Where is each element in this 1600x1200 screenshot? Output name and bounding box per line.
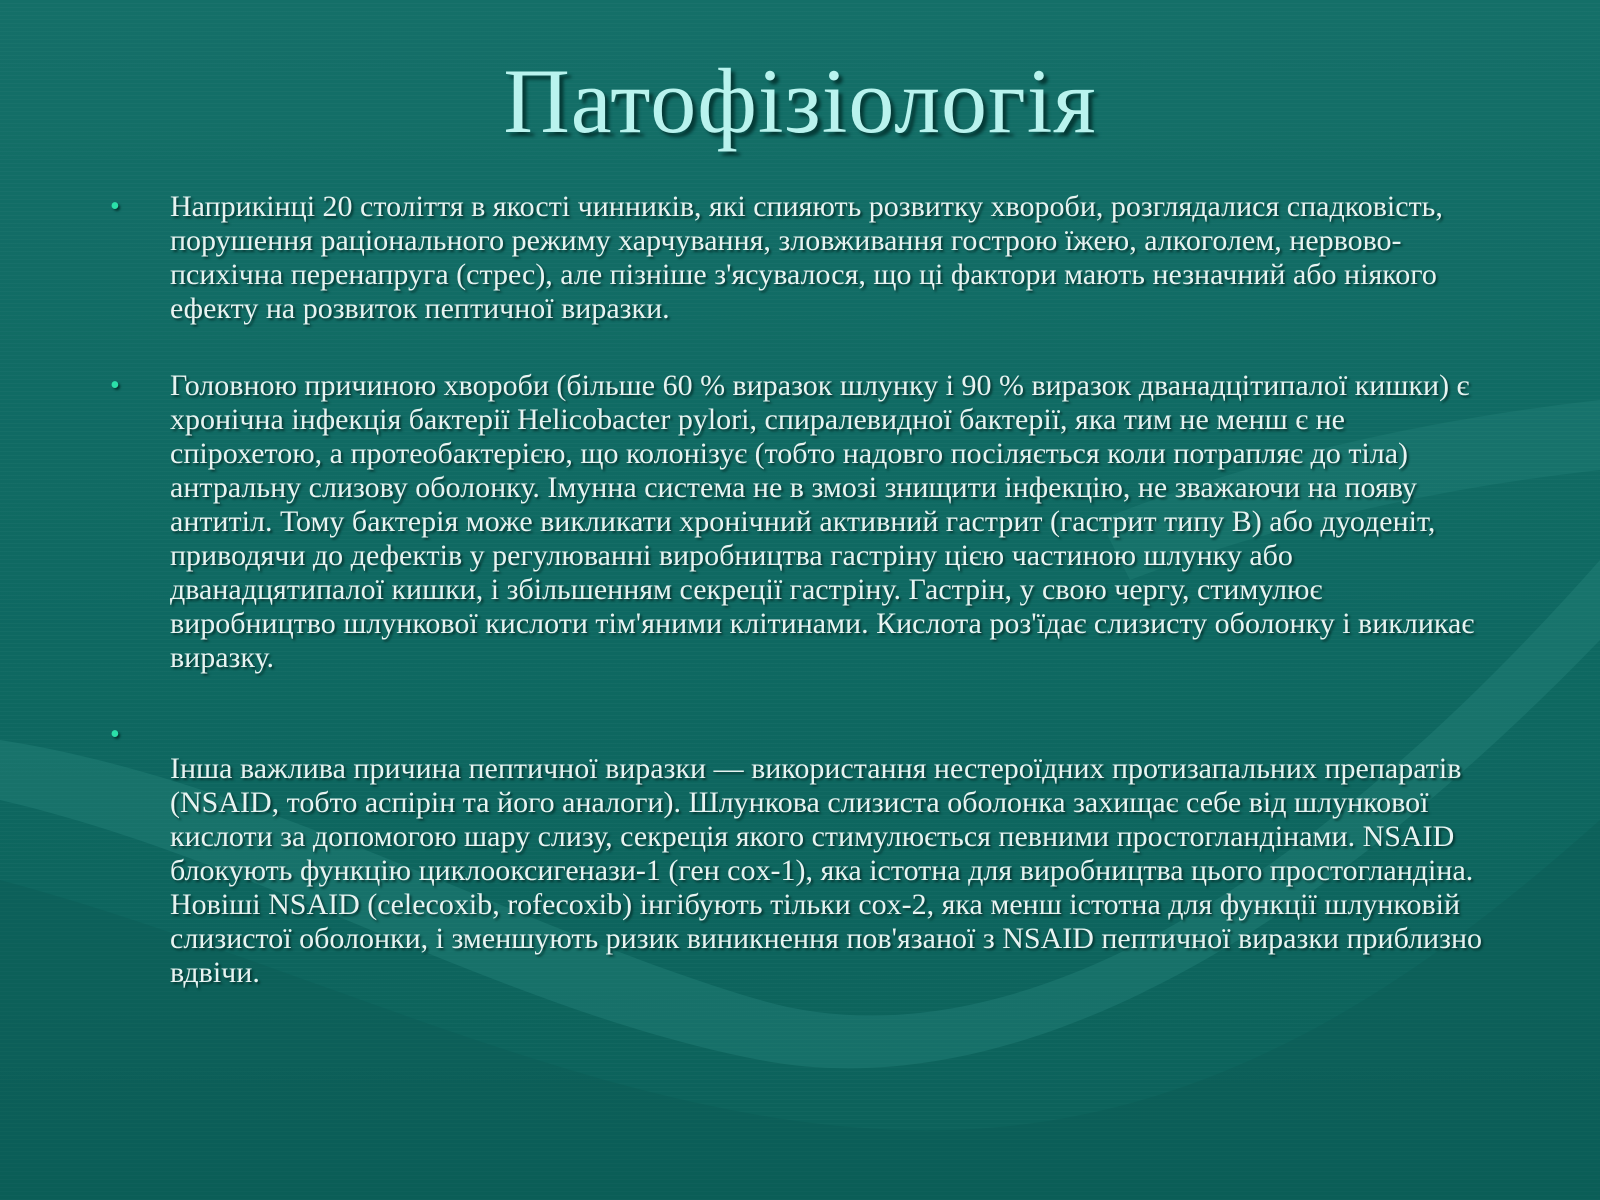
bullet-icon: • [110, 191, 120, 222]
bullet-icon: • [110, 719, 120, 750]
bullet-item [110, 369, 1490, 675]
bullet-list [110, 190, 1490, 1033]
bullet-icon: • [110, 370, 120, 401]
bullet-item [110, 718, 1490, 990]
slide-title: Патофізіологія [503, 50, 1097, 152]
bullet-text: Наприкінці 20 століття в якості чинників, які спияють розвитку хвороби, розглядалися спадковість, порушення раціонального режиму харчування, зловживання гострою їжею, алкоголем, нервово-психічна перенапруга (стрес), але пізніше з'ясувалося, що ці фактори мають незначний або ніякого ефекту на розвиток пептичної виразки. [170, 190, 1443, 325]
bullet-text: Головною причиною хвороби (більше 60 % виразок шлунку і 90 % виразок дванадцітипалої кишки) є хронічна інфекція бактерії Helicobacter pylori, спиралевидної бактерії, яка тим не менш є не спірохетою, а протеобактерією, що колонізує (тобто надовго посіляється коли потрапляє до тіла) антральну слизову оболонку. Імунна система не в змозі знищити інфекцію, не зважаючи на появу антитіл. Тому бактерія може викликати хронічний активний гастрит (гастрит типу B) або дуоденіт, приводячи до дефектів у регулюванні виробництва гастріну цією частиною шлунку або дванадцятипалої кишки, і збільшенням секреції гастріну. Гастрін, у свою чергу, стимулює виробництво шлункової кислоти тім'яними клітинами. Кислота роз'їдає слизисту оболонку і викликає виразку. [170, 369, 1475, 674]
bullet-text: Інша важлива причина пептичної виразки — використання нестероїдних протизапальних препаратів (NSAID, тобто аспірін та його аналоги). Шлункова слизиста оболонка захищає себе від шлункової кислоти за допомогою шару слизу, секреція якого стимулюється певними простогландінами. NSAID блокують функцію циклооксигенази-1 (ген cox-1), яка істотна для виробництва цього простогландіна. Новіші NSAID (celecoxib, rofecoxib) інгібують тільки cox-2, яка менш істотна для функції шлунковій слизистої оболонки, і зменшують ризик виникнення пов'язаної з NSAID пептичної виразки приблизно вдвічи. [170, 752, 1483, 989]
bullet-item [110, 190, 1490, 326]
